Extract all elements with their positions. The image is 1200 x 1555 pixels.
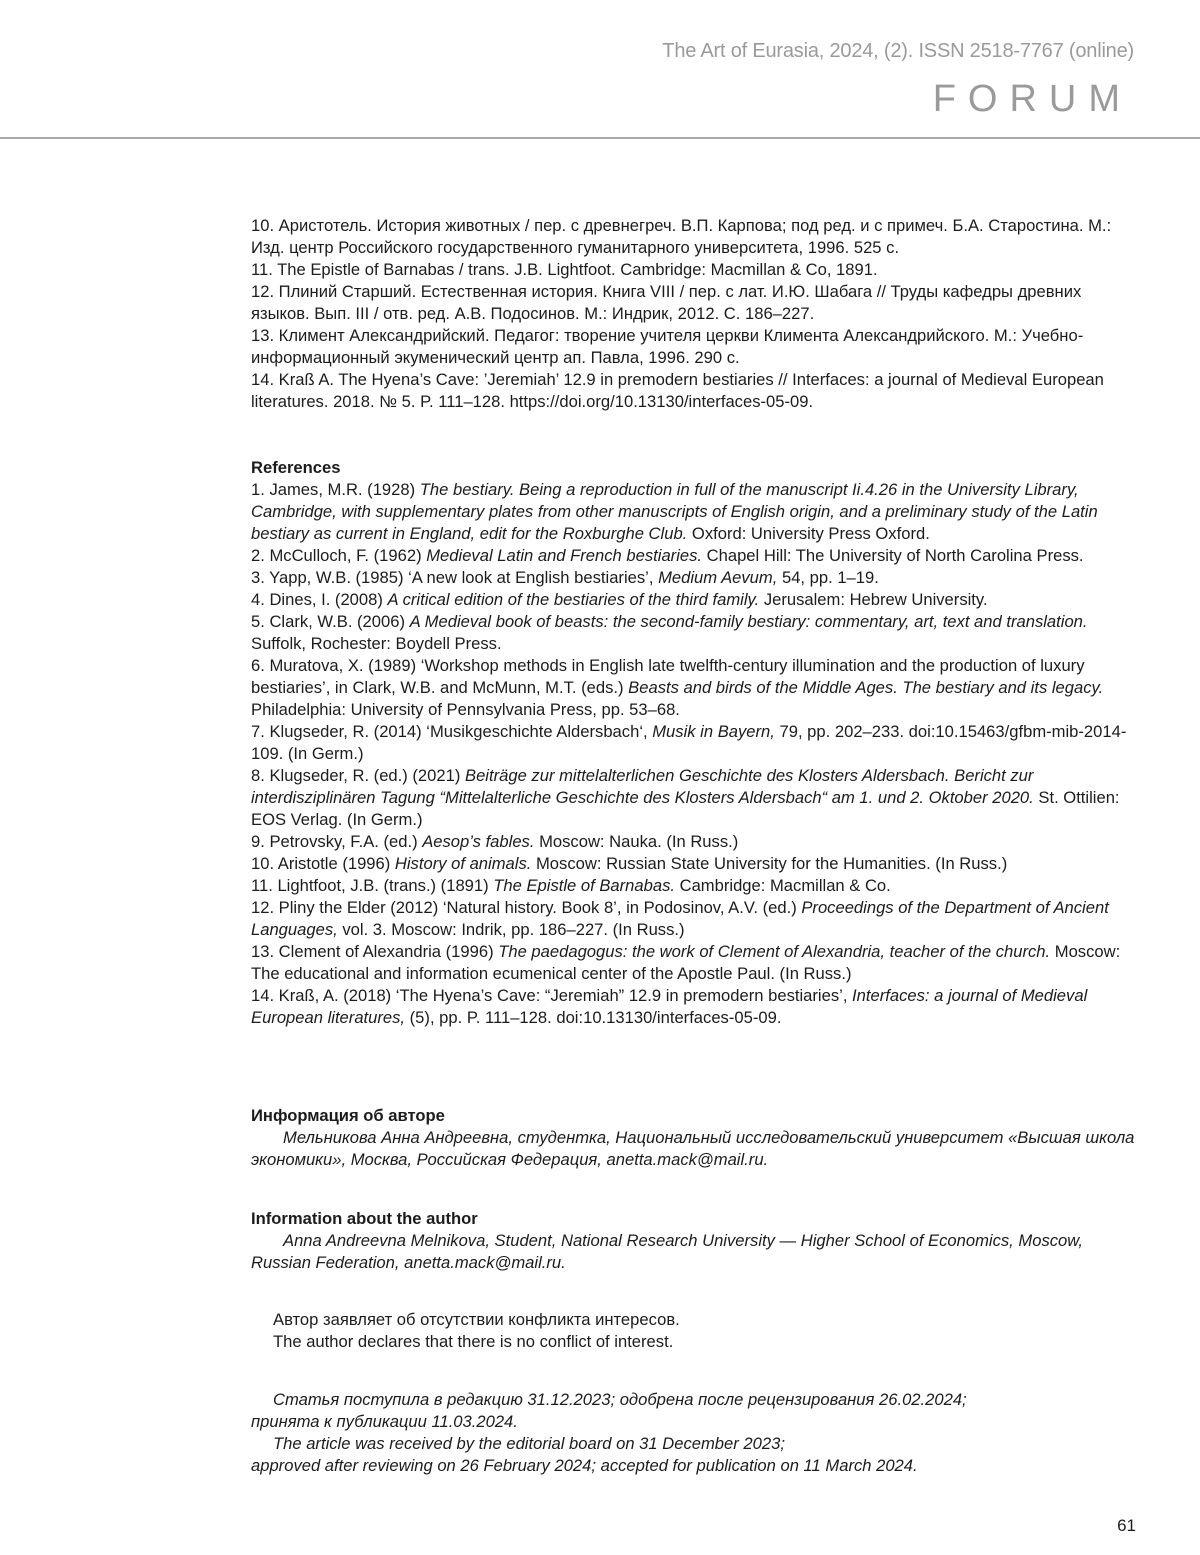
dates-ru-line1: Статья поступила в редакцию 31.12.2023; одобрена после рецензирования 26.02.2024; — [273, 1390, 967, 1409]
reference-item: 13. Clement of Alexandria (1996) The paedagogus: the work of Clement of Alexandria, teacher of the church. Moscow: The educational and information ecumenical center of the Apostle Paul. (In Russ.) — [251, 942, 1121, 983]
article-dates — [251, 1389, 1141, 1477]
reference-item: 8. Klugseder, R. (ed.) (2021) Beiträge zur mittelalterlichen Geschichte des Klosters Aldersbach. Bericht zur interdisziplinären Tagung “Mittelalterliche Geschichte des Klosters Aldersbach“ am 1. und 2. Oktober 2020. St. Ottilien: EOS Verlag. (In Germ.) — [251, 766, 1120, 829]
source-item: 12. Плиний Старший. Естественная история. Книга VIII / пер. с лат. И.Ю. Шабага // Труды кафедры древних языков. Вып. III / отв. ред. А.В. Подосинов. М.: Индрик, 2012. С. 186–227. — [251, 282, 1082, 323]
reference-item: 1. James, M.R. (1928) The bestiary. Being a reproduction in full of the manuscript Ii.4.26 in the University Library, Cambridge, with supplementary plates from other manuscripts of English origin, and a preliminary study of the Latin bestiary as current in England, edit for the Roxburghe Club. Oxford: University Press Oxford. — [251, 480, 1098, 543]
author-info-en — [251, 1208, 1141, 1274]
reference-item: 4. Dines, I. (2008) A critical edition of the bestiaries of the third family. Jerusalem: Hebrew University. — [251, 590, 988, 609]
reference-item: 6. Muratova, X. (1989) ‘Workshop methods in English late twelfth-century illumination and the production of luxury bestiaries’, in Clark, W.B. and McMunn, M.T. (eds.) Beasts and birds of the Middle Ages. The bestiary and its legacy. Philadelphia: University of Pennsylvania Press, pp. 53–68. — [251, 656, 1104, 719]
reference-item: 2. McCulloch, F. (1962) Medieval Latin and French bestiaries. Chapel Hill: The University of North Carolina Press. — [251, 546, 1084, 565]
reference-item: 12. Pliny the Elder (2012) ‘Natural history. Book 8’, in Podosinov, A.V. (ed.) Proceedings of the Department of Ancient Languages, vol. 3. Moscow: Indrik, pp. 186–227. (In Russ.) — [251, 898, 1109, 939]
references-heading: References — [251, 458, 341, 477]
reference-item: 14. Kraß, A. (2018) ‘The Hyena’s Cave: “Jeremiah” 12.9 in premodern bestiaries’, Interfaces: a journal of Medieval European literatures, (5), pp. P. 111–128. doi:10.13130/interfaces-05-09. — [251, 986, 1088, 1027]
author-text-ru: Мельникова Анна Андреевна, студентка, Национальный исследовательский университет «Высшая школа экономики», Москва, Российская Федерация, anetta.mack@mail.ru. — [251, 1128, 1135, 1169]
reference-item: 5. Clark, W.B. (2006) A Medieval book of beasts: the second-family bestiary: commentary, art, text and translation. Suffolk, Rochester: Boydell Press. — [251, 612, 1088, 653]
conflict-en: The author declares that there is no conflict of interest. — [273, 1332, 674, 1351]
conflict-statement — [251, 1309, 1141, 1353]
page-number: 61 — [1117, 1516, 1136, 1535]
author-info-ru — [251, 1105, 1141, 1171]
conflict-ru: Автор заявляет об отсутствии конфликта интересов. — [273, 1310, 680, 1329]
dates-en-line1: The article was received by the editorial board on 31 December 2023; — [273, 1434, 785, 1453]
references-section — [251, 457, 1141, 1029]
author-heading-ru: Информация об авторе — [251, 1106, 445, 1125]
journal-citation: The Art of Eurasia, 2024, (2). ISSN 2518-7767 (online) — [662, 40, 1134, 62]
reference-item: 7. Klugseder, R. (2014) ‘Musikgeschichte Aldersbach‘, Musik in Bayern, 79, pp. 202–233. doi:10.15463/gfbm-mib-2014-109. (In Germ.) — [251, 722, 1127, 763]
author-text-en: Anna Andreevna Melnikova, Student, National Research University — Higher School of Economics, Moscow, Russian Federation, anetta.mack@mail.ru. — [251, 1231, 1083, 1272]
dates-en-line2: approved after reviewing on 26 February 2024; accepted for publication on 11 March 2024. — [251, 1456, 918, 1475]
source-item: 13. Климент Александрийский. Педагог: творение учителя церкви Климента Александрийского. М.: Учебно-информационный экуменический центр ап. Павла, 1996. 290 с. — [251, 326, 1084, 367]
source-item: 11. The Epistle of Barnabas / trans. J.B. Lightfoot. Cambridge: Macmillan & Co, 1891. — [251, 260, 878, 279]
reference-item: 9. Petrovsky, F.A. (ed.) Aesop’s fables. Moscow: Nauka. (In Russ.) — [251, 832, 739, 851]
source-item: 10. Аристотель. История животных / пер. с древнегреч. В.П. Карпова; под ред. и с примеч. Б.А. Старостина. М.: Изд. центр Российского государственного гуманитарного университета, 1996. 525 с. — [251, 216, 1112, 257]
source-item: 14. Kraß A. The Hyena’s Cave: ’Jeremiah’ 12.9 in premodern bestiaries // Interfaces: a journal of Medieval European literatures. 2018. № 5. P. 111–128. https://doi.org/10.13130/interfaces-05-09. — [251, 370, 1104, 411]
section-title: FORUM — [932, 78, 1132, 120]
reference-item: 11. Lightfoot, J.B. (trans.) (1891) The Epistle of Barnabas. Cambridge: Macmillan & Co. — [251, 876, 891, 895]
header-divider — [0, 137, 1200, 139]
reference-item: 10. Aristotle (1996) History of animals. Moscow: Russian State University for the Humanities. (In Russ.) — [251, 854, 1008, 873]
reference-item: 3. Yapp, W.B. (1985) ‘A new look at English bestiaries’, Medium Aevum, 54, pp. 1–19. — [251, 568, 879, 587]
sources-list-ru — [251, 215, 1141, 413]
references-list — [251, 479, 1141, 1029]
dates-ru-line2: принята к публикации 11.03.2024. — [251, 1412, 518, 1431]
author-heading-en: Information about the author — [251, 1209, 478, 1228]
